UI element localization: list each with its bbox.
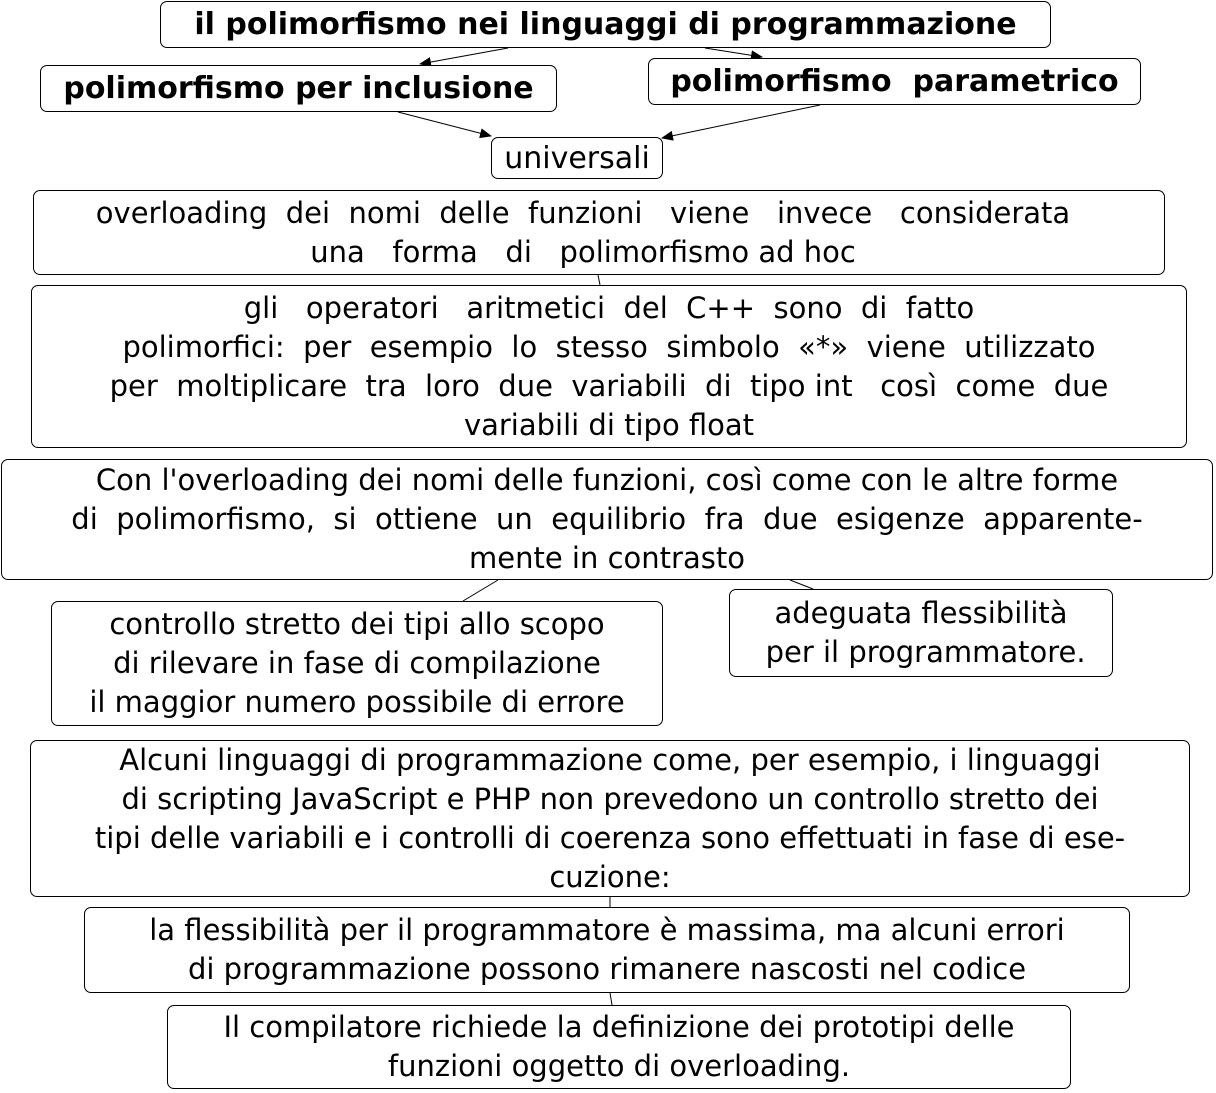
node-polimorfismo-inclusione [40, 65, 557, 112]
edge-title-to-parametrico [705, 48, 762, 57]
edge-massima-to-compilatore [610, 993, 612, 1005]
node-operatori-line1: gli operatori aritmetici del C++ sono di fatto [243, 290, 975, 325]
node-overloading-ad-hoc [33, 190, 1165, 275]
edge-equilibrio-to-flessibilita [790, 580, 813, 589]
node-equilibrio-line1: Con l'overloading dei nomi delle funzioni, così come con le altre forme [95, 463, 1119, 497]
node-flessibilita-line1: adeguata flessibilità [774, 596, 1068, 630]
node-polimorfismo-parametrico [648, 58, 1141, 105]
node-linguaggi-line3: tipi delle variabili e i controlli di coerenza sono effettuati in fase di ese- [94, 820, 1126, 855]
node-equilibrio-line2: di polimorfismo, si ottiene un equilibrio fra due esigenze apparente- [71, 502, 1143, 536]
node-linguaggi-line1: Alcuni linguaggi di programmazione come, per esempio, i linguaggi [119, 742, 1101, 777]
node-compilatore-prototipi [167, 1005, 1071, 1089]
edge-overloading-to-operatori [598, 275, 600, 285]
node-universali-text: universali [504, 140, 650, 176]
node-equilibrio-line3: mente in contrasto [469, 541, 745, 575]
node-flessibilita-line2: per il programmatore. [756, 635, 1086, 669]
node-massima-line2: di programmazione possono rimanere nascosti nel codice [187, 952, 1027, 986]
node-title [160, 1, 1051, 48]
node-operatori-line2: polimorfici: per esempio lo stesso simbolo «*» viene utilizzato [122, 329, 1096, 364]
node-universali [491, 137, 663, 179]
node-compilatore-line2: funzioni oggetto di overloading. [387, 1049, 851, 1083]
node-controllo-line1: controllo stretto dei tipi allo scopo [109, 607, 605, 641]
node-linguaggi-line4: cuzione: [549, 859, 671, 894]
node-operatori-line3: per moltiplicare tra loro due variabili di tipo int così come due [109, 368, 1109, 403]
node-equilibrio [1, 459, 1213, 580]
node-compilatore-line1: Il compilatore richiede la definizione dei prototipi delle [223, 1010, 1015, 1044]
edge-inclusione-to-universali [398, 112, 491, 136]
node-operatori-aritmetici [31, 285, 1187, 448]
node-inclusione-text: polimorfismo per inclusione [63, 71, 534, 106]
node-linguaggi-line2: di scripting JavaScript e PHP non prevedono un controllo stretto dei [121, 781, 1099, 816]
node-linguaggi-scripting [30, 740, 1190, 897]
node-controllo-line3: il maggior numero possibile di errore [89, 685, 625, 719]
node-title-text: il polimorfismo nei linguaggi di programmazione [194, 7, 1017, 42]
node-flessibilita-massima [84, 907, 1130, 993]
node-operatori-line4: variabili di tipo float [463, 407, 755, 442]
node-adeguata-flessibilita [729, 589, 1113, 677]
node-overloading-line2: una forma di polimorfismo ad hoc [310, 234, 856, 269]
node-massima-line1: la flessibilità per il programmatore è massima, ma alcuni errori [149, 913, 1065, 947]
edge-equilibrio-to-controllo [463, 580, 498, 601]
edge-parametrico-to-universali [662, 105, 820, 138]
node-overloading-line1: overloading dei nomi delle funzioni viene invece considerata [95, 195, 1071, 230]
node-controllo-stretto [51, 601, 663, 726]
node-parametrico-text: polimorfismo parametrico [670, 64, 1119, 99]
edge-title-to-inclusione [420, 48, 508, 64]
node-controllo-line2: di rilevare in fase di compilazione [113, 646, 601, 680]
